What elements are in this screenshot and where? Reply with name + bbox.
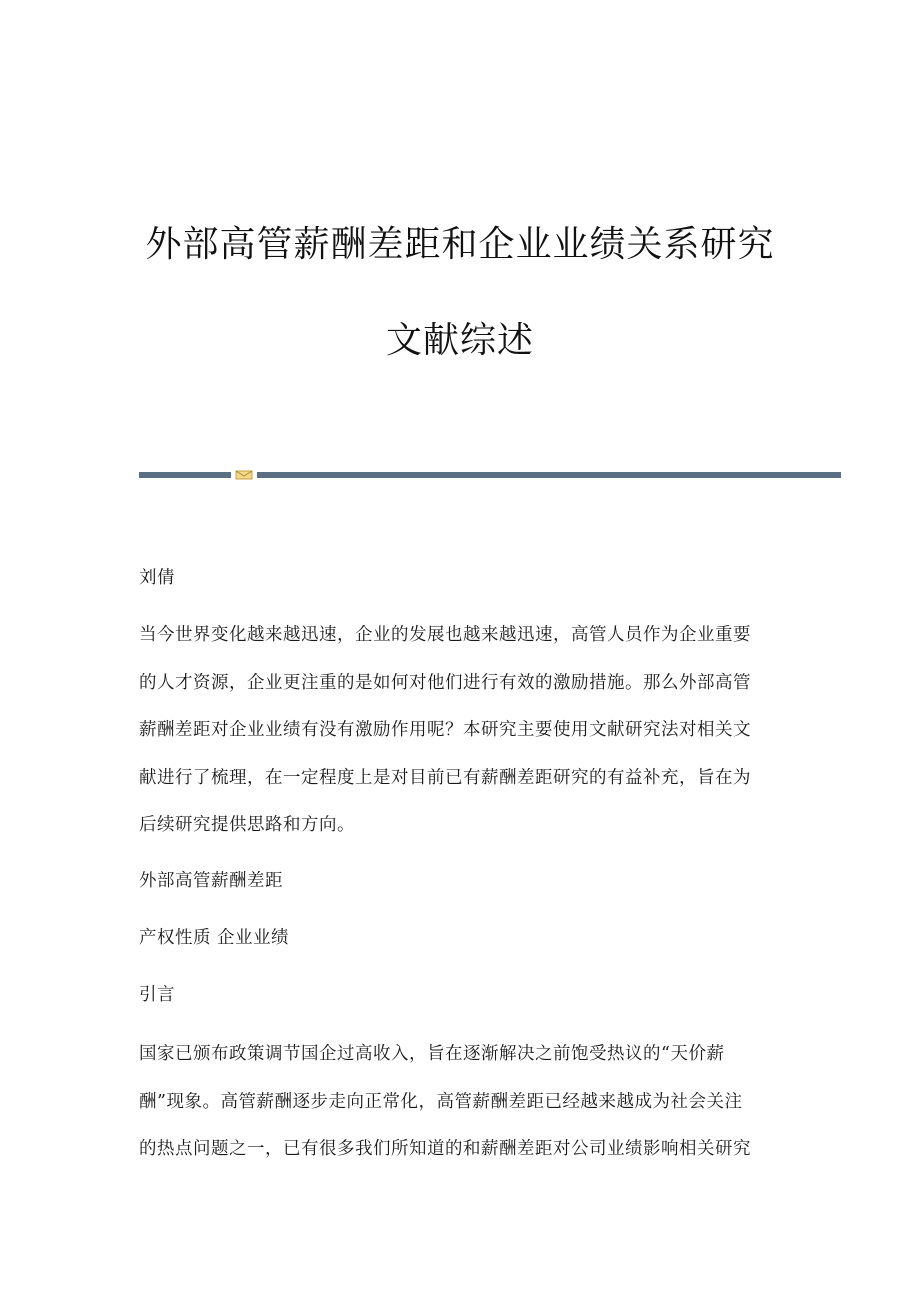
intro-line: 酬”现象。高管薪酬逐步走向正常化，高管薪酬差距已经越来越成为社会关注 xyxy=(139,1091,743,1112)
keywords-line-2: 产权性质 企业业绩 xyxy=(139,928,290,948)
document-title-line-1: 外部高管薪酬差距和企业业绩关系研究 xyxy=(145,224,775,265)
abstract-line: 的人才资源，企业更注重的是如何对他们进行有效的激励措施。那么外部高管 xyxy=(139,672,751,693)
title-divider xyxy=(139,470,841,480)
document-title-line-2: 文献综述 xyxy=(385,320,534,361)
abstract-line: 献进行了梳理，在一定程度上是对目前已有薪酬差距研究的有益补充，旨在为 xyxy=(139,767,751,788)
abstract-paragraph xyxy=(139,612,779,850)
section-heading-intro: 引言 xyxy=(139,985,175,1005)
intro-line: 国家已颁布政策调节国企过高收入，旨在逐渐解决之前饱受热议的“天价薪 xyxy=(139,1044,725,1064)
divider-bar-left xyxy=(139,472,231,478)
abstract-line: 薪酬差距对企业业绩有没有激励作用呢？本研究主要使用文献研究法对相关文 xyxy=(139,720,751,740)
abstract-line: 后续研究提供思路和方向。 xyxy=(139,815,355,835)
intro-line: 的热点问题之一，已有很多我们所知道的和薪酬差距对公司业绩影响相关研究 xyxy=(139,1139,751,1159)
author-name: 刘倩 xyxy=(139,568,175,588)
abstract-line: 当今世界变化越来越迅速，企业的发展也越来越迅速，高管人员作为企业重要 xyxy=(139,625,751,645)
keywords-line-1: 外部高管薪酬差距 xyxy=(139,871,283,891)
divider-bar-right xyxy=(257,472,841,478)
intro-paragraph xyxy=(139,1031,779,1174)
envelope-ornament-icon xyxy=(235,470,253,480)
